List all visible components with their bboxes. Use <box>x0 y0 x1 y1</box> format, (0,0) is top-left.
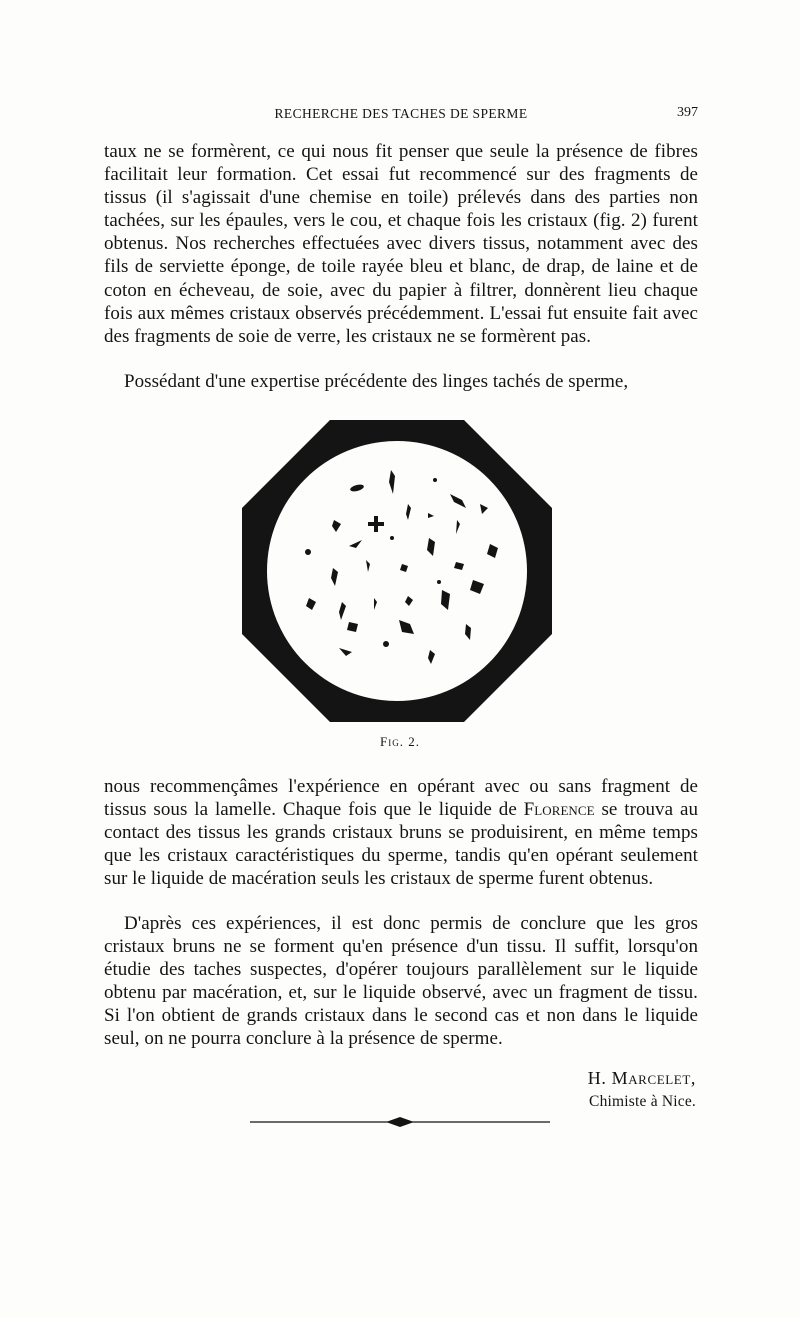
author-initial: H. <box>587 1068 612 1088</box>
figure-2-microscope-field <box>242 420 552 722</box>
caption-prefix: Fig. <box>380 734 404 749</box>
end-ornament <box>250 1115 550 1129</box>
name-florence: Florence <box>523 799 595 821</box>
crystal <box>390 536 394 540</box>
author-surname: Marcelet, <box>611 1068 696 1088</box>
crystal <box>433 478 437 482</box>
author-affiliation: Chimiste à Nice. <box>589 1093 696 1110</box>
paragraph-3-part-b: se trouva au contact des tissus les grands cristaux bruns se produisirent, en même temps que les cristaux caractéristiques du sperme, tandis qu'en opérant seulement sur le liquide de macération seuls les cristaux de sperme furent obtenus. <box>104 799 698 890</box>
page-number: 397 <box>677 105 698 120</box>
octagon-crystal-diagram <box>242 420 552 722</box>
crystal <box>437 580 441 584</box>
running-title: RECHERCHE DES TACHES DE SPERME <box>274 106 528 121</box>
signature-block <box>588 1067 696 1113</box>
crystal <box>383 641 389 647</box>
divider-rule-icon <box>250 1115 550 1129</box>
caption-number: 2. <box>408 734 420 749</box>
field-of-view <box>267 441 527 701</box>
crystal <box>305 549 311 555</box>
paragraph-2: Possédant d'une expertise précédente des linges tachés de sperme, <box>124 371 629 392</box>
figure-caption <box>0 734 800 750</box>
paragraph-3-part-a: nous recommençâmes l'expérience en opérant avec ou sans fragment de tissus sous la lamelle. Chaque fois que le liquide de <box>104 776 698 821</box>
author-name <box>588 1067 696 1089</box>
paragraph-3 <box>104 775 698 890</box>
paragraph-1: taux ne se formèrent, ce qui nous fit penser que seule la présence de fibres facilitait leur formation. Cet essai fut recommencé sur des fragments de tissus (il s'agissait d'une chemise en toile) prélevés dans des parties non tachées, sur les épaules, vers le cou, et chaque fois les cristaux (fig. 2) furent obtenus. Nos recherches effectuées avec divers tissus, notamment avec des fils de serviette éponge, de toile rayée bleu et blanc, de drap, de laine et de coton en écheveau, de soie, avec du papier à filtrer, donnèrent lieu chaque fois aux mêmes cristaux observés précédemment. L'essai fut ensuite fait avec des fragments de soie de verre, les cristaux ne se formèrent pas. <box>104 141 698 347</box>
paragraph-4: D'après ces expériences, il est donc permis de conclure que les gros cristaux bruns ne se forment qu'en présence d'un tissu. Il suffit, lorsqu'on étudie des taches suspectes, d'opérer toujours parallèlement sur le liquide obtenu par macération, et, sur le liquide observé, avec un fragment de tissu. Si l'on obtient de grands cristaux dans le second cas et non dans le liquide seul, on ne pourra conclure à la présence de sperme. <box>104 913 698 1050</box>
running-header <box>104 104 698 124</box>
